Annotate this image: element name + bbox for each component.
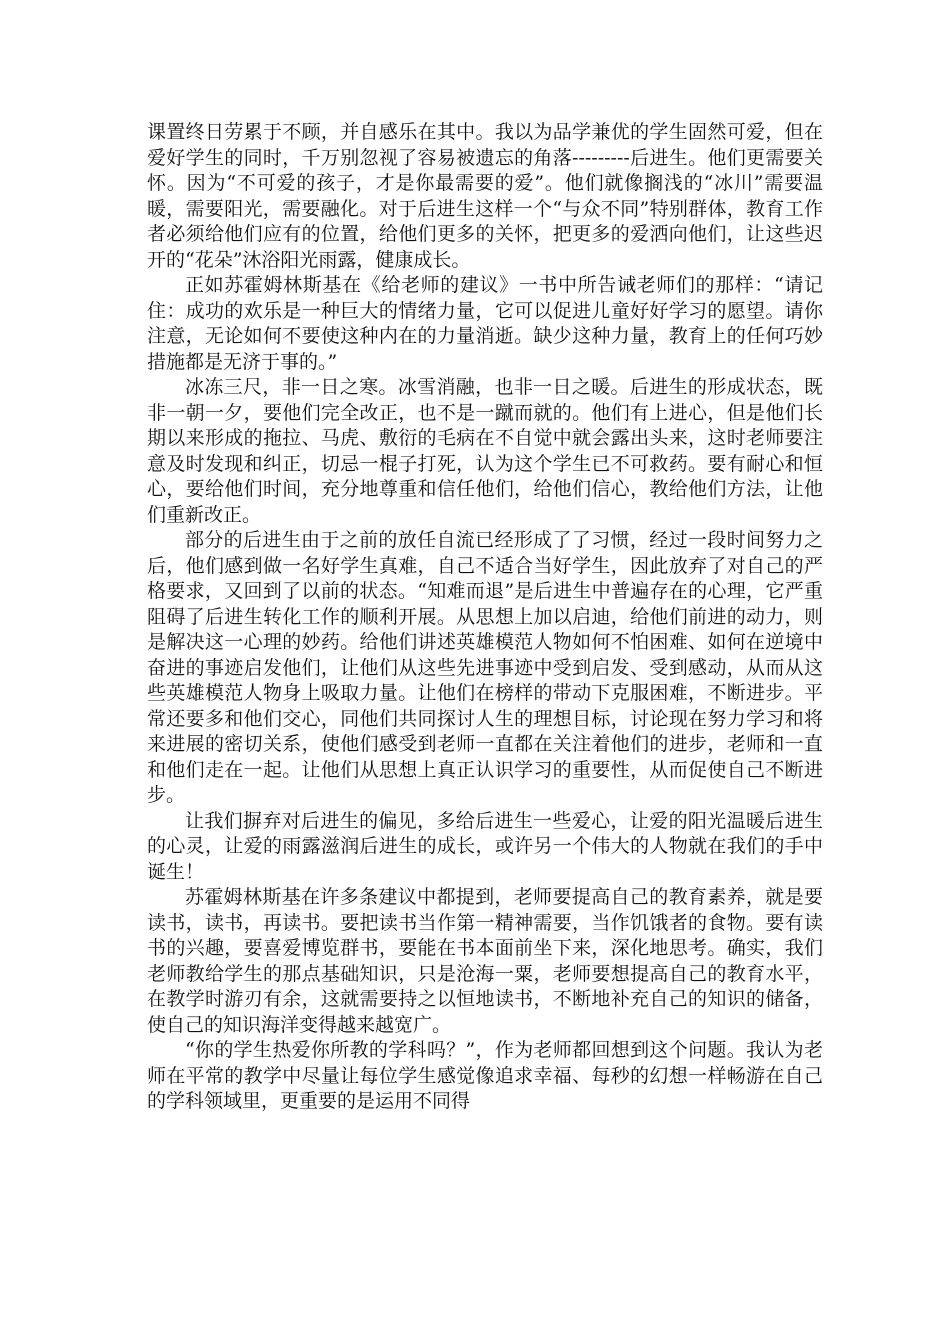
paragraph-3: 冰冻三尺，非一日之寒。冰雪消融，也非一日之暖。后进生的形成状态，既非一朝一夕，要他们完全改正，也不是一蹴而就的。他们有上进心，但是他们长期以来形成的拖拉、马虎、敷衍的毛病在不自觉中就会露出头来，这时老师要注意及时发现和纠正，切忌一棍子打死，认为这个学生已不可救药。要有耐心和恒心，要给他们时间，充分地尊重和信任他们，给他们信心，教给他们方法，让他们重新改正。 [147, 376, 823, 526]
paragraph-5: 让我们摒弃对后进生的偏见，多给后进生一些爱心，让爱的阳光温暖后进生的心灵，让爱的雨露滋润后进生的成长，或许另一个伟大的人物就在我们的手中诞生！ [147, 809, 823, 883]
document-body [147, 120, 823, 1115]
paragraph-6: 苏霍姆林斯基在许多条建议中都提到，老师要提高自己的教育素养，就是要读书，读书，再读书。要把读书当作第一精神需要，当作饥饿者的食物。要有读书的兴趣，要喜爱博览群书，要能在书本面前坐下来，深化地思考。确实，我们老师教给学生的那点基础知识，只是沧海一粟，老师要想提高自己的教育水平，在教学时游刃有余，这就需要持之以恒地读书，不断地补充自己的知识的储备，使自己的知识海洋变得越来越宽广。 [147, 886, 823, 1036]
paragraph-7: “你的学生热爱你所教的学科吗？”，作为老师都回想到这个问题。我认为老师在平常的教学中尽量让每位学生感觉像追求幸福、每秒的幻想一样畅游在自己的学科领域里，更重要的是运用不同得 [147, 1039, 823, 1112]
paragraph-2: 正如苏霍姆林斯基在《给老师的建议》一书中所告诫老师们的那样：“请记住：成功的欢乐是一种巨大的情绪力量，它可以促进儿童好好学习的愿望。请你注意，无论如何不要使这种内在的力量消逝。缺少这种力量，教育上的任何巧妙措施都是无济于事的。” [147, 274, 823, 373]
paragraph-4: 部分的后进生由于之前的放任自流已经形成了了习惯，经过一段时间努力之后，他们感到做一名好学生真难，自己不适合当好学生，因此放弃了对自己的严格要求，又回到了以前的状态。“知难而退”是后进生中普遍存在的心理，它严重阻碍了后进生转化工作的顺利开展。从思想上加以启迪，给他们前进的动力，则是解决这一心理的妙药。给他们讲述英雄模范人物如何不怕困难、如何在逆境中奋进的事迹启发他们，让他们从这些先进事迹中受到启发、受到感动，从而从这些英雄模范人物身上吸取力量。让他们在榜样的带动下克服困难，不断进步。平常还要多和他们交心，同他们共同探讨人生的理想目标，讨论现在努力学习和将来进展的密切关系，使他们感受到老师一直都在关注着他们的进步，老师和一直和他们走在一起。让他们从思想上真正认识学习的重要性，从而促使自己不断进步。 [147, 529, 823, 806]
paragraph-1: 课置终日劳累于不顾，并自感乐在其中。我以为品学兼优的学生固然可爱，但在爱好学生的同时，千万别忽视了容易被遗忘的角落---------后进生。他们更需要关怀。因为“不可爱的孩子，才是你最需要的爱”。他们就像搁浅的“冰川”需要温暖，需要阳光，需要融化。对于后进生这样一个“与众不同”特别群体，教育工作者必须给他们应有的位置，给他们更多的关怀，把更多的爱洒向他们，让这些迟开的“花朵”沐浴阳光雨露，健康成长。 [147, 121, 823, 271]
